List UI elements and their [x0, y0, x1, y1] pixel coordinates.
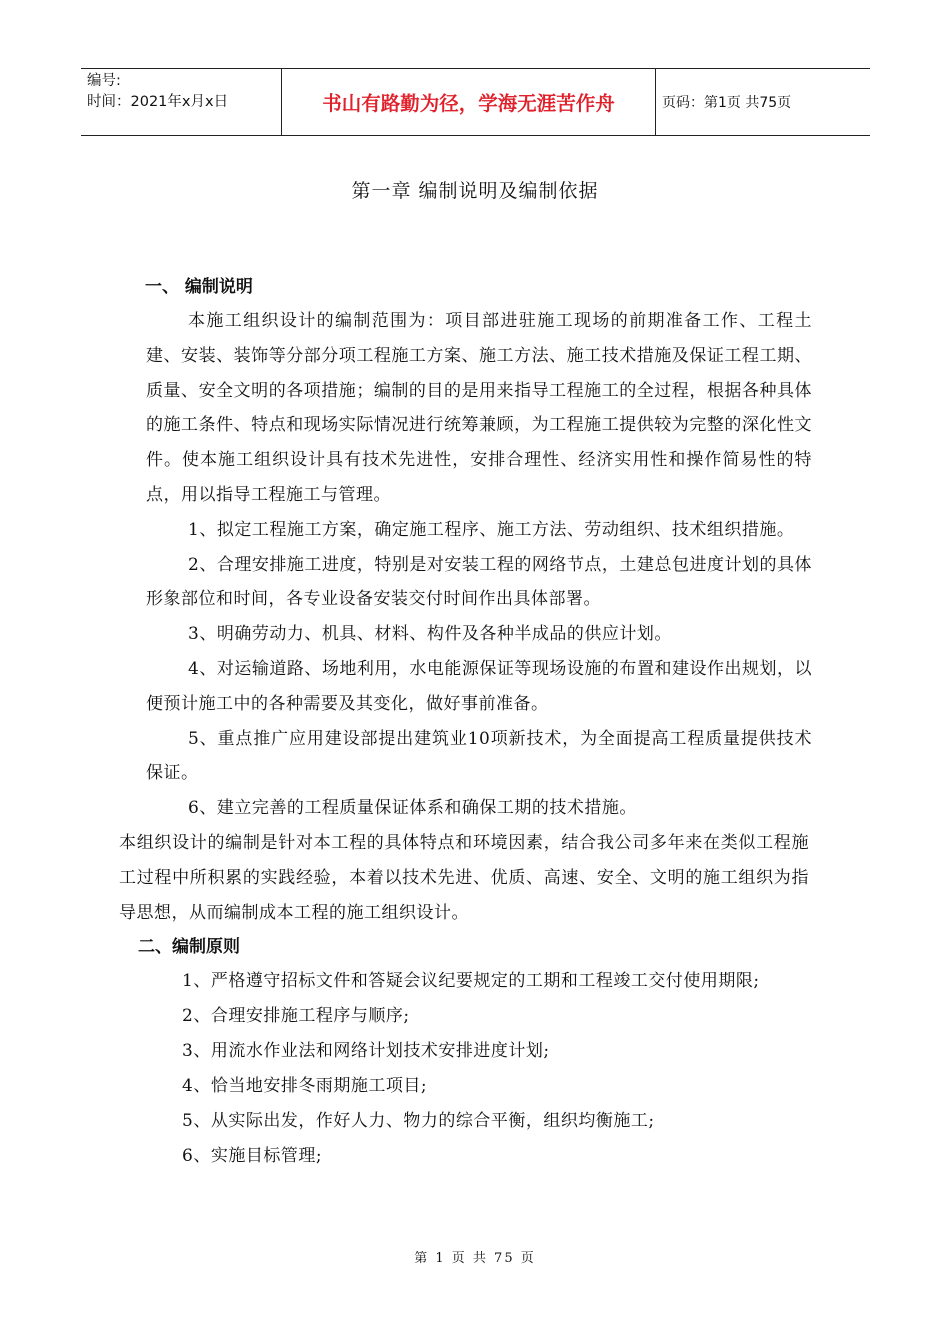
section1-intro: 本施工组织设计的编制范围为：项目部进驻施工现场的前期准备工作、工程土建、安装、装饰等分部分项工程施工方案、施工方法、施工技术措施及保证工程工期、质量、安全文明的各项措施；编制的目的是用来指导工程施工的全过程，根据各种具体的施工条件、特点和现场实际情况进行统筹兼顾，为工程施工提供较为完整的深化性文件。使本施工组织设计具有技术先进性，安排合理性、经济实用性和操作简易性的特点，用以指导工程施工与管理。 — [146, 311, 812, 505]
section-heading-2: 二、编制原则 — [138, 937, 240, 958]
header-motto: 书山有路勤为径，学海无涯苦作舟 — [281, 69, 656, 135]
section2-item-2: 2、合理安排施工程序与顺序; — [182, 1006, 410, 1027]
section2-item-1: 1、严格遵守招标文件和答疑会议纪要规定的工期和工程竣工交付使用期限; — [182, 971, 760, 992]
section1-item-4: 4、对运输道路、场地利用，水电能源保证等现场设施的布置和建设作出规划，以便预计施工中的各种需要及其变化，做好事前准备。 — [146, 658, 812, 714]
date-label: 时间：2021年x月x日 — [87, 94, 229, 110]
section1-item-5: 5、重点推广应用建设部提出建筑业10项新技术，为全面提高工程质量提供技术保证。 — [146, 728, 812, 784]
section1-item-6: 6、建立完善的工程质量保证体系和确保工期的技术措施。 — [188, 798, 637, 819]
chapter-title: 第一章 编制说明及编制依据 — [351, 180, 599, 202]
page-footer: 第 1 页 共 75 页 — [414, 1251, 536, 1266]
section2-item-6: 6、实施目标管理; — [182, 1146, 323, 1167]
section1-item-1: 1、拟定工程施工方案，确定施工程序、施工方法、劳动组织、技术组织措施。 — [188, 519, 795, 540]
doc-number-label: 编号: — [87, 73, 121, 89]
section2-item-3: 3、用流水作业法和网络计划技术安排进度计划; — [182, 1041, 550, 1062]
section1-closing: 本组织设计的编制是针对本工程的具体特点和环境因素，结合我公司多年来在类似工程施工过程中所积累的实践经验，本着以技术先进、优质、高速、安全、文明的施工组织为指导思想，从而编制成本工程的施工组织设计。 — [119, 832, 809, 923]
section2-item-4: 4、恰当地安排冬雨期施工项目; — [182, 1076, 428, 1097]
header-meta — [81, 69, 281, 135]
document-body — [119, 270, 812, 1174]
header-page-number: 页码：第1页 共75页 — [662, 95, 792, 111]
section2-item-5: 5、从实际出发，作好人力、物力的综合平衡，组织均衡施工; — [182, 1111, 655, 1132]
page-header — [81, 68, 870, 136]
section1-item-2: 2、合理安排施工进度，特别是对安装工程的网络节点，土建总包进度计划的具体形象部位和时间，各专业设备安装交付时间作出具体部署。 — [146, 554, 812, 610]
section1-item-3: 3、明确劳动力、机具、材料、构件及各种半成品的供应计划。 — [188, 624, 672, 645]
section-heading-1: 一、 编制说明 — [145, 277, 253, 297]
